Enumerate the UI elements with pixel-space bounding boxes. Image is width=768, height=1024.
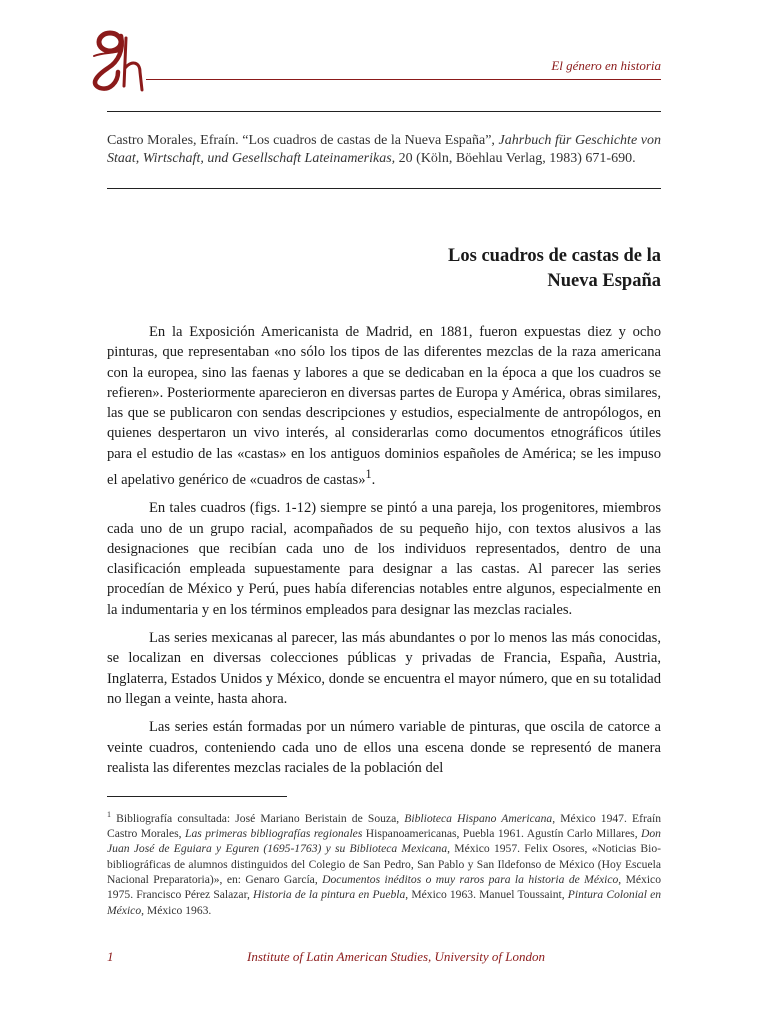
paragraph-3: Las series mexicanas al parecer, las más abundantes o por lo menos las más conocidas, se localizan en diversas colecciones públicas y privadas de Francia, España, Austria, Inglaterra, Estados Unidos y México, donde se encuentra el mayor número, que en su totalidad no llegan a veinte, hasta ahora.	[107, 630, 661, 707]
footnote-title: Historia de la pintura en Puebla	[253, 888, 406, 902]
footnote	[107, 807, 661, 918]
footnote-ref[interactable]: 1	[365, 467, 372, 482]
paragraph-2: En tales cuadros (figs. 1-12) siempre se pintó a una pareja, los progenitores, miembros cada uno de un grupo racial, acompañados de su pequeño hijo, con textos alusivos a las designaciones que recibían cada uno de los individuos representados, dentro de una clasificación empleada supuestamente para designar a las castas. Al parecer las series procedían de México y Perú, pues había diferencias notables entre algunos, especialmente en la indumentaria y en los términos empleados para designar las mezclas raciales.	[107, 500, 661, 618]
title-line-1: Los cuadros de castas de la	[448, 246, 661, 266]
article-body	[107, 322, 661, 786]
gh-logo	[88, 28, 150, 94]
footnote-title: Documentos inéditos o muy raros para la historia de México	[322, 873, 619, 887]
header-rule	[146, 79, 661, 80]
footnote-title: Las primeras bibliografías regionales	[185, 827, 363, 841]
footnote-title: Don Juan José de Eguiara y Eguren (1695-1763) y su Biblioteca Mexicana	[107, 827, 661, 856]
footnote-title: Pintura Colonial en México	[107, 888, 662, 917]
footnote-text: , México 1963. Manuel Toussaint,	[405, 888, 568, 902]
footnote-text: Bibliografía consultada: José Mariano Beristain de Souza,	[111, 811, 405, 825]
citation-top-rule	[107, 111, 661, 112]
running-head: El género en historia	[551, 58, 661, 73]
citation	[107, 132, 661, 168]
article-title	[261, 244, 661, 294]
footnote-text: , México 1947. Efraín Castro Morales,	[107, 811, 661, 841]
paragraph-1-end: .	[371, 471, 376, 488]
page-number: 1	[107, 949, 114, 964]
paragraph-4: Las series están formadas por un número variable de pinturas, que oscila de catorce a veinte cuadros, conteniendo cada uno de ellos una escena donde se representó de manera realista las diferentes mezclas raciales de la población del	[107, 719, 661, 776]
footnote-number: 1	[107, 810, 111, 819]
paragraph-1-text: En la Exposición Americanista de Madrid, en 1881, fueron expuestas diez y ocho pinturas, que representaban «no sólo los tipos de las diferentes mezclas de la raza americana con la europea, sino las faenas y labores a que se dedicaban en la época a que los cuadros se refieren». Posteriormente aparecieron en diversas partes de Europa y América, obras similares, las que se publicaron con sendas descripciones y estudios, especialmente de antropólogos, en quienes despertaron un vivo interés, al considerarlas como documentos etnográficos útiles para el estudio de las «castas» en los antiguos dominios españoles de América; se les impuso el apelativo genérico de «cuadros de castas»	[107, 324, 661, 488]
footnote-text: , México 1957. Felix Osores, «Noticias Bio-bibliográficas de alumnos distinguidos del Colegio de San Pedro, San Pablo y San Ildefonso de México (Hoy Escuela Nacional Preparatoria)», en: Genaro García,	[107, 842, 661, 887]
footnote-title: Biblioteca Hispano Americana	[404, 811, 553, 825]
citation-journal: Jahrbuch für Geschichte von Staat, Wirtschaft, und Gesellschaft Lateinamerikas,	[107, 133, 661, 166]
footnote-rule	[107, 796, 287, 797]
footnote-text: , México 1975. Francisco Pérez Salazar,	[107, 873, 661, 902]
paragraph-1	[107, 322, 661, 490]
citation-text: Castro Morales, Efraín. “Los cuadros de castas de la Nueva España”,	[107, 133, 499, 148]
footnote-text: , México 1963.	[141, 903, 212, 917]
footer-institute: Institute of Latin American Studies, University of London	[247, 949, 546, 964]
citation-bottom-rule	[107, 188, 661, 189]
title-line-2: Nueva España	[547, 271, 661, 291]
citation-details: 20 (Köln, Böehlau Verlag, 1983) 671-690.	[395, 151, 636, 166]
footnote-text: Hispanoamericanas, Puebla 1961. Agustín Carlo Millares,	[362, 827, 642, 841]
